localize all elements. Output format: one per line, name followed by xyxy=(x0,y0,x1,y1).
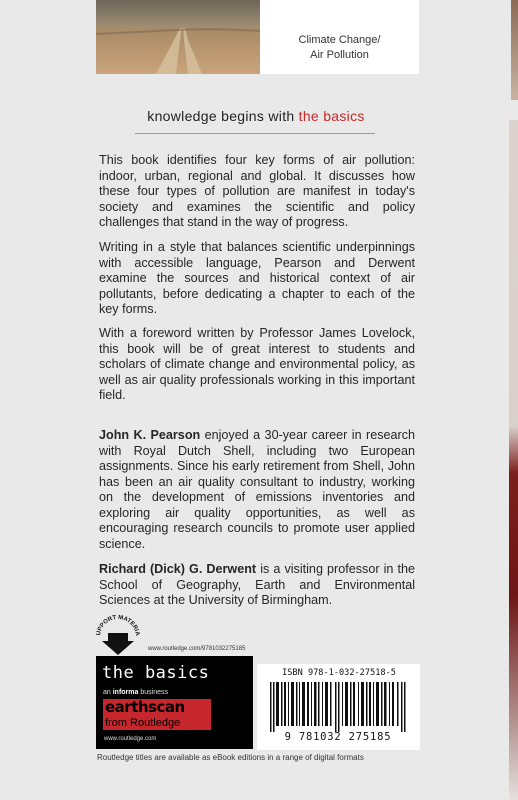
tagline-highlight: the basics xyxy=(298,108,365,124)
informa-prefix: an xyxy=(103,689,113,696)
divider xyxy=(135,133,375,134)
support-url[interactable]: www.routledge.com/9781032275185 xyxy=(148,646,246,652)
author-name-1: John K. Pearson xyxy=(99,428,201,442)
support-badge-text: UPPORT MATERIA xyxy=(95,614,141,637)
description-paragraph-2: Writing in a style that balances scientific underpinnings with accessible language, Pearson and Derwent examine the sources and historical context of air pollutants, before dedicating a chapter to each of the key forms. xyxy=(99,240,415,316)
informa-suffix: business xyxy=(138,689,168,696)
series-subject-line-2: Air Pollution xyxy=(310,49,369,61)
informa-bold: informa xyxy=(112,689,139,696)
isbn-text: ISBN 978-1-032-27518-5 xyxy=(282,668,396,678)
series-label-box xyxy=(260,0,419,74)
series-subject-line-1: Climate Change/ xyxy=(298,34,381,46)
author-name-2: Richard (Dick) G. Derwent xyxy=(99,562,257,576)
author-bio-text-2: is a visiting professor in the School of Geography, Earth and Environmental Sciences at the University of Birmingham. xyxy=(99,562,415,607)
series-subject xyxy=(260,33,419,63)
barcode-bars xyxy=(270,682,408,732)
spine-edge-top xyxy=(511,0,518,100)
publisher-logo-block xyxy=(96,656,253,749)
publisher-website[interactable]: www.routledge.com xyxy=(104,736,157,742)
tagline-prefix: knowledge begins with xyxy=(147,108,299,124)
ean-number: 9 781032 275185 xyxy=(284,731,392,743)
earthscan-logo: earthscan xyxy=(103,699,211,716)
the-basics-logo: the basics xyxy=(102,663,210,683)
author-bio-text-1: enjoyed a 30-year career in research with Royal Dutch Shell, including two European assignments. Since his early retirement from Shell, John has been an air quality consultant to industry, working on the development of emissions inventories and exploring air quality opportunities, as well as encouraging research councils to promote user applied science. xyxy=(99,428,415,551)
author-bio-1 xyxy=(99,428,415,552)
description-paragraph-1: This book identifies four key forms of air pollution: indoor, urban, regional and global. It discusses how these four types of pollution are manifest in today's society and examines the scientific and policy challenges that stand in the way of progress. xyxy=(99,153,415,229)
ebook-availability-note: Routledge titles are available as eBook editions in a range of digital formats xyxy=(97,753,364,762)
spine-edge xyxy=(509,120,518,800)
informa-business-line xyxy=(103,689,168,696)
author-bio-2 xyxy=(99,562,415,609)
from-routledge-label: from Routledge xyxy=(103,716,211,730)
description-paragraph-3: With a foreword written by Professor James Lovelock, this book will be of great interest to students and scholars of climate change and environmental policy, as well as air quality professionals working in this important field. xyxy=(99,326,415,402)
tagline xyxy=(96,108,416,124)
cover-photo-dirt-road xyxy=(96,0,260,74)
support-material-icon xyxy=(94,613,142,657)
barcode-box xyxy=(257,664,420,750)
